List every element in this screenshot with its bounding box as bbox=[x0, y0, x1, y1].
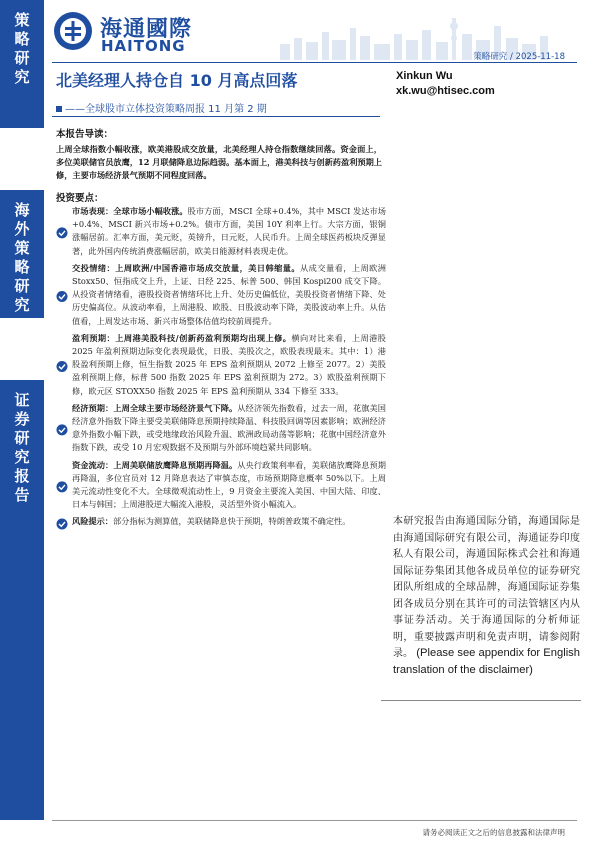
sidebar-block-strategy bbox=[0, 0, 44, 128]
bullet-icon bbox=[56, 265, 68, 328]
points-heading: 投资要点： bbox=[56, 193, 104, 204]
disclaimer bbox=[393, 514, 580, 679]
list-item bbox=[56, 205, 386, 258]
points-list bbox=[56, 205, 386, 534]
point-lead: 经济预期：上周全球主要市场经济景气下降。 bbox=[72, 402, 238, 413]
report-date: 2025-11-18 bbox=[515, 52, 565, 62]
author-email[interactable]: xk.wu@htisec.com bbox=[396, 85, 495, 97]
left-sidebar bbox=[0, 0, 44, 841]
guide-heading: 本报告导读： bbox=[56, 129, 114, 140]
point-lead: 市场表现：全球市场小幅收涨。 bbox=[72, 206, 188, 216]
disclaimer-en: (Please see appendix for English translation of the disclaimer) bbox=[393, 647, 580, 676]
title-divider bbox=[52, 116, 380, 117]
sidebar-block-securities bbox=[0, 380, 44, 820]
footer-divider bbox=[52, 820, 577, 821]
point-text: 部分指标为测算值，美联储降息快于预期，特朗普政策不确定性。 bbox=[112, 516, 351, 527]
haitong-logo-icon bbox=[52, 10, 94, 52]
bullet-icon bbox=[56, 462, 68, 512]
author-block bbox=[396, 69, 495, 99]
bullet-icon bbox=[56, 518, 68, 530]
list-item bbox=[56, 262, 386, 328]
bullet-icon bbox=[56, 208, 68, 258]
point-text: 从经济领先指数看，过去一周，花旗美国经济意外指数下降主要受美联储降息预期持续降温、科技股回调等因素影响；欧洲经济意外指数小幅下跌，或受地缘政治风险升温、欧洲政局动荡等影响；花旗中国经济意外指数下跌，或受 10 月宏观数据不及预期与外部环境趋紧共同影响。 bbox=[72, 402, 386, 453]
disclaimer-divider bbox=[381, 700, 581, 701]
point-text: 股市方面，MSCI 全球+0.4%，其中 MSCI 发达市场+0.4%、MSCI 新兴市场+0.2%。债市方面，美国 10Y 利率上行。大宗方面，银铜涨幅居前。汇率方面，美元贬，英镑升，日元贬，人民币升。上周全球医药板块反弹显著，此外国内传统消费涨幅居前，欧美日能源材料表现走优。 bbox=[72, 206, 386, 256]
sidebar-label-overseas: 海外策略研究 bbox=[12, 202, 31, 316]
point-text: 从央行政策利率看，美联储放鹰降息预期再降温，多位官员对 12 月降息表达了审慎态度，市场预期降息概率 50%以下。上周美元流动性变化不大。全球微观流动性上，9 月资金主要流入美国、中国大陆、印度、日本与韩国；上周港股逆大幅流入港股，灵活型外资小幅流入。 bbox=[72, 459, 386, 510]
report-subtitle-wrap bbox=[56, 100, 267, 115]
header-divider bbox=[52, 62, 577, 63]
list-item bbox=[56, 402, 386, 455]
square-bullet-icon bbox=[56, 106, 62, 112]
sidebar-label-securities: 证券研究报告 bbox=[12, 392, 31, 506]
bullet-icon bbox=[56, 335, 68, 398]
point-lead: 风险提示： bbox=[72, 516, 113, 527]
list-item bbox=[56, 332, 386, 398]
author-name: Xinkun Wu bbox=[396, 70, 453, 82]
list-item bbox=[56, 515, 386, 530]
logo-text-en: HAITONG bbox=[101, 37, 186, 55]
report-title: 北美经理人持仓自 10 月高点回落 bbox=[56, 71, 298, 90]
sidebar-label-strategy: 策略研究 bbox=[12, 12, 31, 88]
guide-body: 上周全球指数小幅收涨，欧美港股成交放量，北美经理人持仓指数继续回落。资金面上，多位美联储官员放鹰，12 月联储降息边际趋弱。基本面上，港美科技与创新药盈利预期上修，主要市场经济景气预期不同程度回落。 bbox=[56, 144, 382, 180]
bullet-icon bbox=[56, 405, 68, 455]
point-lead: 交投情绪：上周欧洲/中国香港市场成交放量，美日韩缩量。 bbox=[72, 262, 301, 273]
report-meta: 策略研究 / 2025-11-18 bbox=[473, 52, 565, 62]
sidebar-block-overseas bbox=[0, 190, 44, 318]
point-lead: 资金流动：上周美联储放鹰降息预期再降温。 bbox=[72, 459, 238, 470]
point-lead: 盈利预期：上周港美股科技/创新药盈利预期均出现上修。 bbox=[72, 332, 292, 343]
haitong-logo bbox=[52, 10, 212, 54]
point-text: 从成交量看，上周欧洲 Stoxx50、恒指成交上升，上证、日经 225、标普 500、韩国 Kospi200 成交下降。从投资者情绪看，港股投资者情绪环比上升、处历史偏低位，美股投资者情绪下降、处历史偏高位。从波动率看，上周港股、欧股、日股波动率下降，美股波动率上升。从估值看，上周发达市场、新兴市场整体估值均较前周提升。 bbox=[72, 262, 386, 326]
logo-text-cn: 海通國際 bbox=[100, 17, 193, 42]
report-category: 策略研究 bbox=[473, 52, 508, 62]
footer-note: 请务必阅读正文之后的信息披露和法律声明 bbox=[422, 828, 565, 837]
point-text: 横向对比来看，上周港股 2025 年盈利预期边际变化表现最优，日股、美股次之，欧股表现最末。其中：1）港股盈利预期上修，恒生指数 2025 年 EPS 盈利预期从 2072 上修至 2077。2）美股盈利预期上修，标普 500 指数 2025 年 EPS 盈利预期为 272。3）欧股盈利预期下修，欧元区 STOXX50 指数 2025 年 EPS 盈利预期从 334 下修至 333。 bbox=[72, 332, 386, 396]
list-item bbox=[56, 459, 386, 512]
report-subtitle: ——全球股市立体投资策略周报 11 月第 2 期 bbox=[65, 104, 267, 115]
disclaimer-cn: 本研究报告由海通国际分销，海通国际是由海通国际研究有限公司，海通证券印度私人有限公司，海通国际株式会社和海通国际证券集团其他各成员单位的证券研究团队所组成的全球品牌，海通国际证券集团各成员分别在其许可的司法管辖区内从事证券活动。关于海通国际的分析师证明，重要披露声明和免责声明，请参阅附录。 bbox=[393, 516, 580, 659]
